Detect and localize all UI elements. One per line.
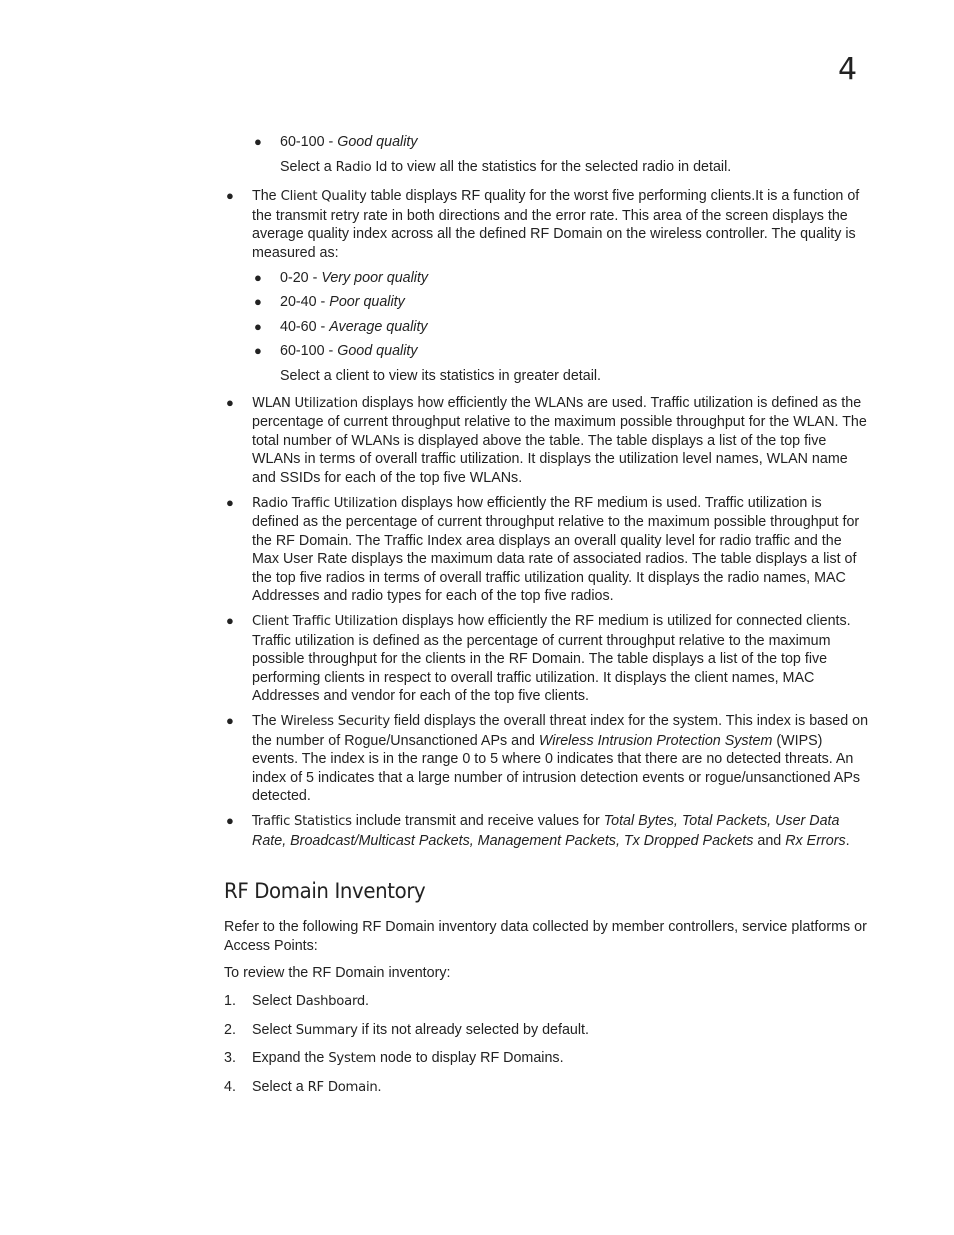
- bullet-icon: ●: [226, 713, 234, 729]
- bullet-icon: ●: [254, 343, 262, 359]
- bullet-icon: ●: [226, 613, 234, 629]
- procedure-steps: [224, 992, 872, 1097]
- list-item: ● 60-100 - Good quality: [254, 343, 418, 360]
- wlan-utilization-item: ● WLAN Utilization displays how efficiently the WLANs are used. Traffic utilization is defined as the percentage of current throughput relative to the maximum possible throughput for the WLAN. The total number of WLANs is displayed above the table. The table displays a list of the top five WLANs in terms of overall traffic utilization. It displays the utilization level names, WLAN name and SSIDs for each of the top five WLANs.: [226, 394, 867, 486]
- list-item: ● 40-60 - Average quality: [254, 318, 428, 335]
- bullet-icon: ●: [226, 813, 234, 828]
- client-quality-list: [252, 269, 872, 361]
- bullet-icon: ●: [254, 318, 262, 334]
- radio-id-note: Select a Radio Id to view all the statistics for the selected radio in detail.: [280, 158, 732, 175]
- section-lead: To review the RF Domain inventory:: [224, 965, 451, 982]
- bullet-icon: ●: [226, 188, 234, 204]
- step-item: 3. Expand the System node to display RF Domains.: [224, 1050, 564, 1067]
- page-number: 4: [838, 52, 858, 87]
- bullet-icon: ●: [254, 294, 262, 310]
- document-body: [224, 133, 872, 1106]
- bullet-icon: ●: [226, 494, 234, 510]
- list-item: ● 0-20 - Very poor quality: [254, 269, 429, 286]
- dashboard-fields-list: [224, 187, 872, 850]
- bullet-icon: ●: [254, 269, 262, 285]
- list-item: ● 60-100 - Good quality: [254, 134, 418, 150]
- client-quality-item: ● The Client Quality table displays RF quality for the worst five performing clients.It is a function of the transmit retry rate in both directions and the error rate. This area of the screen displays the average quality index across all the defined RF Domain on the wireless controller. The quality is measured as: ● 0-20 - Very poor quality ● 20-40 - Poor quality ● 40-60 - Average quality ● 60-100 - Good quality Select a client to view its statistics in greater detail.: [224, 187, 872, 385]
- traffic-statistics-item: ● Traffic Statistics include transmit and receive values for Total Bytes, Total Packets, User Data Rate, Broadcast/Multicast Packets, Management Packets, Tx Dropped Packets and Rx Errors.: [226, 813, 850, 849]
- section-heading: RF Domain Inventory: [224, 879, 426, 904]
- radio-quality-list-tail: [224, 133, 872, 152]
- bullet-icon: ●: [254, 134, 262, 149]
- wireless-security-item: ● The Wireless Security field displays the overall threat index for the system. This index is based on the number of Rogue/Unsanctioned APs and Wireless Intrusion Protection System (WIPS) events. The index is in the range 0 to 5 where 0 indicates that there are no detected threats. An index of 5 indicates that a large number of intrusion detection events or rogue/unsanctioned APs detected.: [226, 713, 869, 805]
- client-note: Select a client to view its statistics in greater detail.: [280, 367, 602, 384]
- step-item: 4. Select a RF Domain.: [224, 1078, 382, 1095]
- list-item: ● 20-40 - Poor quality: [254, 294, 405, 311]
- step-item: 1. Select Dashboard.: [224, 992, 369, 1009]
- radio-traffic-item: ● Radio Traffic Utilization displays how efficiently the RF medium is used. Traffic utilization is defined as the percentage of current throughput relative to the maximum possible throughput for the RF Domain. The Traffic Index area displays an overall quality level for radio traffic and the Max User Rate displays the maximum data rate of associated radios. The table displays a list of the top five radios in terms of overall traffic utilization quality. It displays the radio names, MAC Addresses and radio types for each of the top five radios.: [226, 494, 860, 605]
- step-item: 2. Select Summary if its not already selected by default.: [224, 1021, 589, 1038]
- bullet-icon: ●: [226, 394, 234, 410]
- section-intro: Refer to the following RF Domain inventory data collected by member controllers, service platforms or Access Points:: [224, 919, 867, 954]
- client-traffic-item: ● Client Traffic Utilization displays how efficiently the RF medium is utilized for connected clients. Traffic utilization is defined as the percentage of current throughput relative to the maximum possible throughput for the clients in the RF Domain. The table displays a list of the top five performing clients in respect to overall traffic utilization. It displays the client names, MAC Addresses and vendor for each of the top five clients.: [226, 613, 851, 705]
